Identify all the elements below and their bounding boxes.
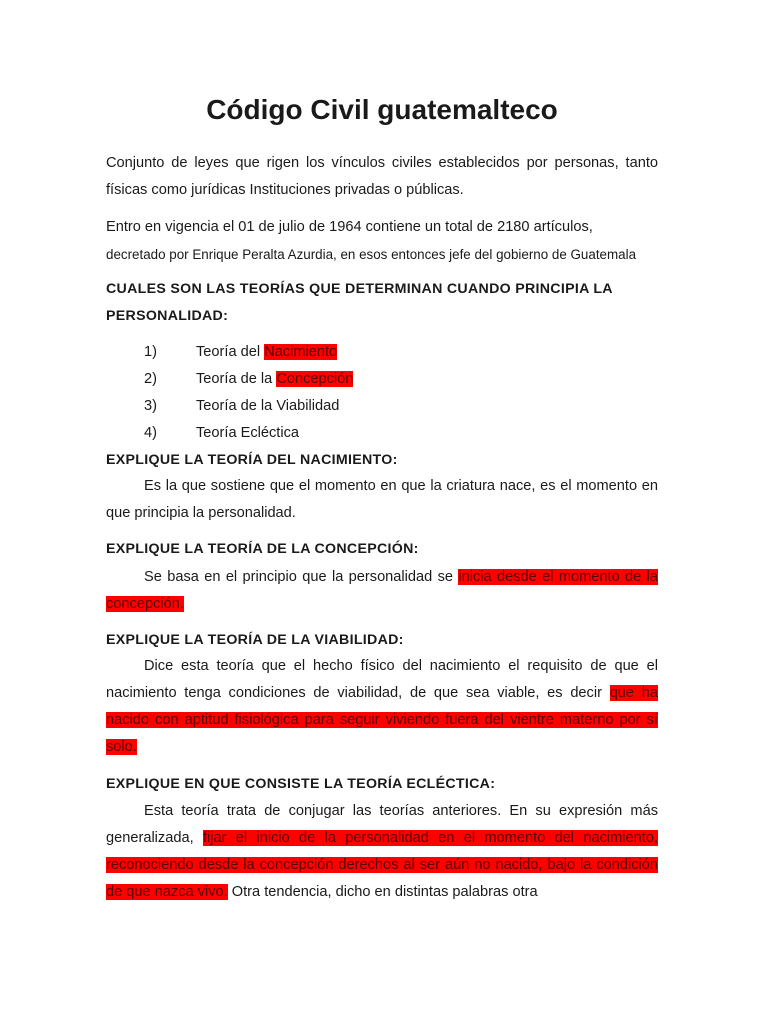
highlight-mark: Nacimiento — [264, 344, 338, 360]
list-item — [144, 393, 353, 420]
list-item — [144, 366, 353, 393]
highlight-mark: que ha nacido con aptitud fisiológica para seguir viviendo fuera del vientre materno por sí solo. — [106, 685, 658, 755]
heading-concepcion: EXPLIQUE LA TEORÍA DE LA CONCEPCIÓN: — [106, 541, 419, 557]
heading-viabilidad: EXPLIQUE LA TEORÍA DE LA VIABILIDAD: — [106, 632, 404, 648]
viabilidad-paragraph: Dice esta teoría que el hecho físico del nacimiento el requisito de que el nacimiento tenga condiciones de viabilidad, de que sea viable, es decir que ha nacido con aptitud fisiológica para seguir viviendo fuera del vientre materno por sí solo. — [106, 658, 658, 755]
list-item-text: Teoría de la Concepción — [196, 371, 354, 387]
vigencia-line-1: Entro en vigencia el 01 de julio de 1964 contiene un total de 2180 artículos, — [106, 219, 593, 235]
list-item-number: 1) — [144, 344, 157, 360]
eclectica-paragraph: Esta teoría trata de conjugar las teorías anteriores. En su expresión más generalizada, fijar el inicio de la personalidad en el momento del nacimiento, reconociendo desde la concepción derechos al ser aún no nacido, bajo la condición de que nazca vivo. Otra tendencia, dicho en distintas palabras otra — [106, 803, 658, 900]
list-item-text: Teoría Ecléctica — [196, 425, 300, 441]
list-item-text: Teoría del Nacimiento — [196, 344, 338, 360]
list-item-number: 4) — [144, 425, 157, 441]
heading-nacimiento: EXPLIQUE LA TEORÍA DEL NACIMIENTO: — [106, 452, 398, 468]
document-title: Código Civil guatemalteco — [206, 94, 558, 125]
heading-teorias: CUALES SON LAS TEORÍAS QUE DETERMINAN CUANDO PRINCIPIA LA PERSONALIDAD: — [106, 281, 613, 324]
teorias-list — [144, 339, 353, 447]
list-item-text: Teoría de la Viabilidad — [196, 398, 340, 414]
highlight-mark: fijar el inicio de la personalidad en el momento del nacimiento, reconociendo desde la concepción derechos al ser aún no nacido, bajo la condición de que nazca vivo. — [106, 830, 658, 900]
intro-paragraph: Conjunto de leyes que rigen los vínculos civiles establecidos por personas, tanto físicas como jurídicas Instituciones privadas o públicas. — [106, 155, 658, 198]
list-item — [144, 339, 353, 366]
list-item — [144, 420, 353, 447]
list-item-number: 3) — [144, 398, 157, 414]
list-item-number: 2) — [144, 371, 157, 387]
highlight-mark: Concepción — [276, 371, 354, 387]
vigencia-line-2: decretado por Enrique Peralta Azurdia, en esos entonces jefe del gobierno de Guatemala — [106, 247, 637, 262]
concepcion-paragraph: Se basa en el principio que la personalidad se inicia desde el momento de la concepción. — [106, 569, 659, 612]
highlight-mark: inicia desde el momento de la concepción. — [106, 569, 659, 612]
heading-eclectica: EXPLIQUE EN QUE CONSISTE LA TEORÍA ECLÉCTICA: — [106, 776, 496, 792]
nacimiento-paragraph: Es la que sostiene que el momento en que la criatura nace, es el momento en que principia la personalidad. — [106, 478, 658, 521]
vigencia-paragraph — [106, 214, 658, 269]
